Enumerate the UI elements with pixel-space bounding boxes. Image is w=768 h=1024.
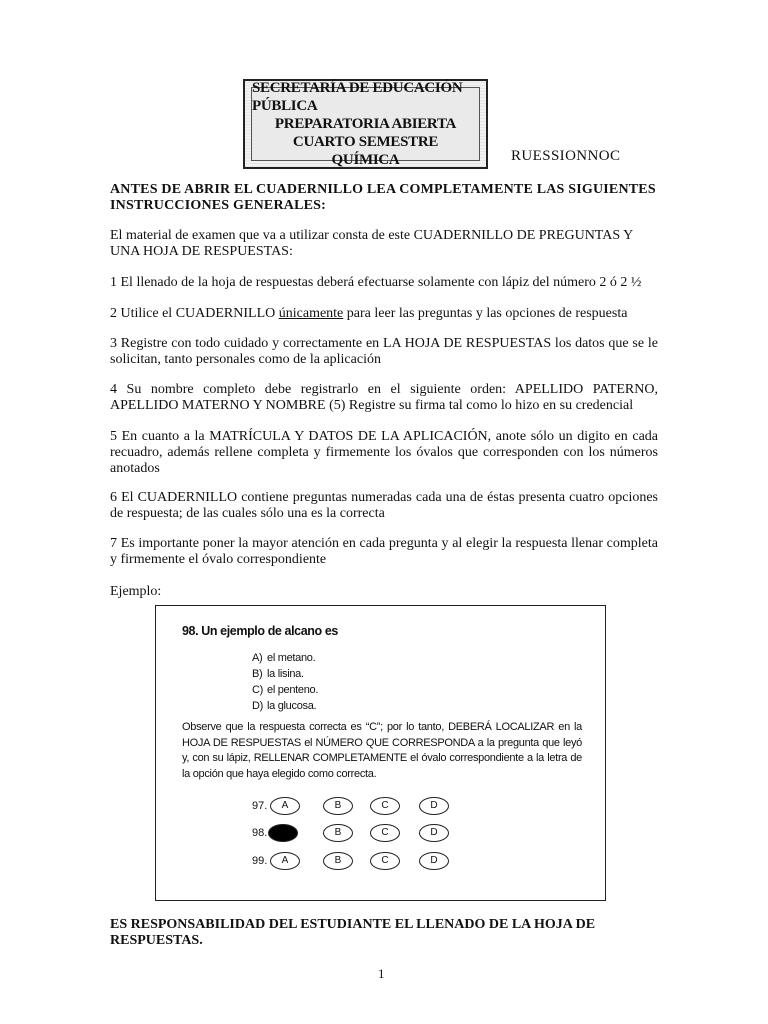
instruction-3: 3 Registre con todo cuidado y correctamente en LA HOJA DE RESPUESTAS los datos que se le solicitan, tanto personales como de la aplicación <box>110 336 658 367</box>
example-option-d <box>252 700 316 712</box>
answer-oval-97-c: C <box>370 797 400 815</box>
header-line-4: QUÍMICA <box>331 152 400 168</box>
page-number: 1 <box>378 966 385 981</box>
option-text: la lisina. <box>267 668 304 680</box>
footer-note: ES RESPONSABILIDAD DEL ESTUDIANTE EL LLENADO DE LA HOJA DE RESPUESTAS. <box>110 917 596 948</box>
instruction-4: 4 Su nombre completo debe registrarlo en el siguiente orden: APELLIDO PATERNO, APELLIDO MATERNO Y NOMBRE (5) Registre su firma tal como lo hizo en su credencial <box>110 382 658 413</box>
example-observation: Observe que la respuesta correcta es “C”; por lo tanto, DEBERÁ LOCALIZAR en la HOJA DE RESPUESTAS el NÚMERO QUE CORRESPONDA a la pregunta que leyó y, con su lápiz, RELLENAR COMPLETAMENTE el óvalo correspondiente a la letra de la opción que haya elegido como correcta. <box>182 721 582 780</box>
header-line-1: SECRETARÍA DE EDUCACIÓN PÚBLICA <box>252 80 463 114</box>
header-line-3: CUARTO SEMESTRE <box>292 134 439 150</box>
header-box <box>243 79 488 169</box>
answer-oval-99-a: A <box>270 852 300 870</box>
option-letter: D) <box>252 700 264 712</box>
option-letter: A) <box>252 652 263 664</box>
option-text: la glucosa. <box>267 700 317 712</box>
answer-oval-99-c: C <box>370 852 400 870</box>
instruction-2 <box>110 306 658 322</box>
document-code: RUESSIONNOC <box>511 148 621 164</box>
example-option-b <box>252 668 304 680</box>
header-inner <box>251 80 480 168</box>
answer-row-number: 99. <box>252 855 268 867</box>
instructions-title: ANTES DE ABRIR EL CUADERNILLO LEA COMPLETAMENTE LAS SIGUIENTES INSTRUCCIONES GENERALES: <box>110 182 656 213</box>
instruction-2-pre: 2 Utilice el CUADERNILLO <box>110 306 279 321</box>
example-panel <box>155 605 606 901</box>
answer-oval-99-b: B <box>323 852 353 870</box>
answer-oval-98-filled <box>268 824 298 842</box>
example-option-a <box>252 652 315 664</box>
answer-oval-99-d: D <box>419 852 449 870</box>
option-text: el penteno. <box>267 684 319 696</box>
answer-row-number: 98. <box>252 827 268 839</box>
answer-row-number: 97. <box>252 800 268 812</box>
instruction-2-post: para leer las preguntas y las opciones de respuesta <box>343 306 628 321</box>
answer-oval-97-a: A <box>270 797 300 815</box>
example-label: Ejemplo: <box>110 584 162 599</box>
answer-oval-98-c: C <box>370 824 400 842</box>
instruction-2-underlined: únicamente <box>278 306 344 321</box>
header-line-2: PREPARATORIA ABIERTA <box>274 116 457 132</box>
example-option-c <box>252 684 318 696</box>
option-text: el metano. <box>267 652 316 664</box>
instruction-5: 5 En cuanto a la MATRÍCULA Y DATOS DE LA APLICACIÓN, anote sólo un digito en cada recuadro, además rellene completa y firmemente los óvalos que corresponden con los números anotados <box>110 429 658 476</box>
answer-oval-97-d: D <box>419 797 449 815</box>
instruction-7: 7 Es importante poner la mayor atención en cada pregunta y al elegir la respuesta llenar completa y firmemente el óvalo correspondiente <box>110 536 658 567</box>
intro-paragraph: El material de examen que va a utilizar consta de este CUADERNILLO DE PREGUNTAS Y UNA HOJA DE RESPUESTAS: <box>110 228 633 259</box>
answer-oval-98-b: B <box>323 824 353 842</box>
option-letter: B) <box>252 668 263 680</box>
example-question: 98. Un ejemplo de alcano es <box>182 624 338 638</box>
option-letter: C) <box>252 684 264 696</box>
answer-oval-97-b: B <box>323 797 353 815</box>
instruction-6: 6 El CUADERNILLO contiene preguntas numeradas cada una de éstas presenta cuatro opciones de respuesta; de las cuales sólo una es la correcta <box>110 490 658 521</box>
answer-oval-98-d: D <box>419 824 449 842</box>
instruction-1: 1 El llenado de la hoja de respuestas deberá efectuarse solamente con lápiz del número 2 ó 2 ½ <box>110 275 642 290</box>
